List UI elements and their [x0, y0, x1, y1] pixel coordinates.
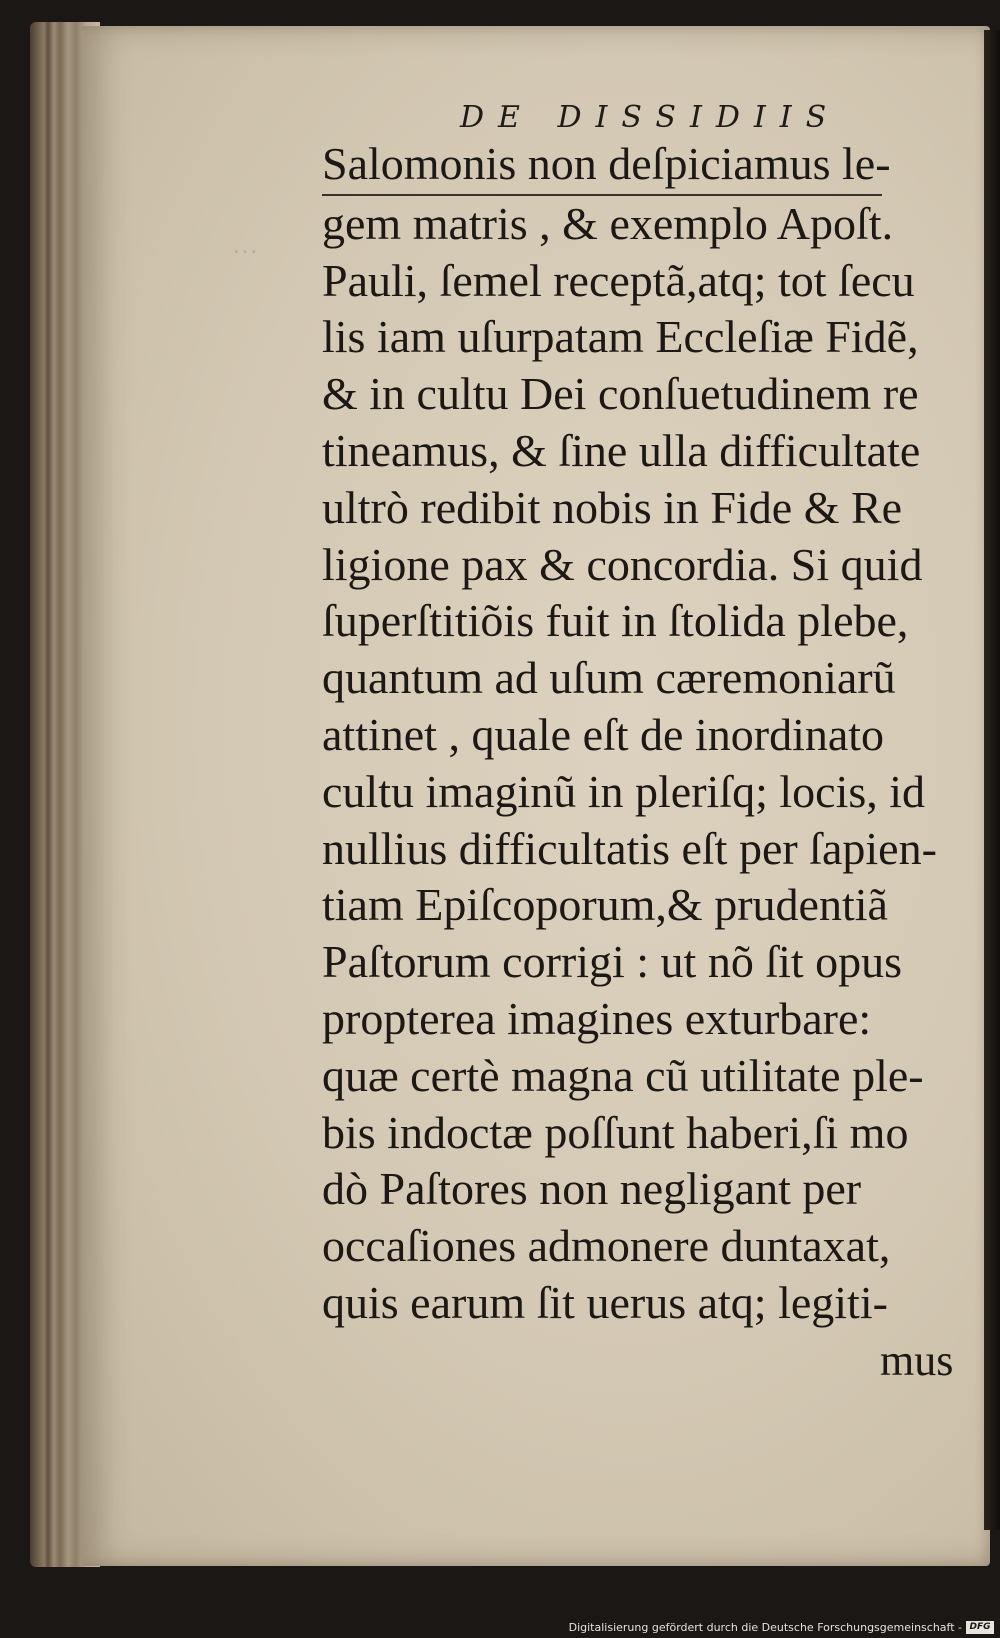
bleed-through-mark: …	[232, 230, 258, 259]
text-line: occaſiones admonere duntaxat,	[322, 1220, 891, 1272]
digitization-credit: Digitalisierung gefördert durch die Deutsche Forschungsgemeinschaft -	[568, 1621, 962, 1634]
text-line: ultrò redibit nobis in Fide & Re	[322, 481, 903, 533]
text-line: nullius difficultatis eſt per ſapien-	[322, 822, 937, 874]
text-line: cultu imaginũ in pleriſq; locis, id	[322, 765, 926, 817]
text-line: propterea imagines exturbare:	[322, 992, 872, 1044]
text-line: tiam Epiſcoporum,& prudentiã	[322, 879, 888, 931]
text-line: ſuperſtitiõis fuit in ſtolida plebe,	[322, 595, 909, 647]
text-line: tineamus, & ſine ulla difficultate	[322, 424, 921, 476]
text-line: bis indoctæ poſſunt haberi,ſi mo	[322, 1106, 909, 1158]
text-line: & in cultu Dei conſuetudinem re	[322, 368, 919, 420]
text-line: dò Paſtores non negligant per	[322, 1163, 862, 1215]
text-line: quantum ad uſum cæremoniarũ	[322, 652, 896, 704]
text-line: gem matris , & exemplo Apoſt.	[322, 197, 894, 249]
catchword: mus	[880, 1336, 954, 1385]
running-head: DE DISSIDIIS	[460, 100, 841, 135]
text-line: quis earum ſit uerus atq; legiti-	[322, 1276, 888, 1328]
text-line: Paſtorum corrigi : ut nõ ſit opus	[322, 936, 903, 988]
text-line: lis iam uſurpatam Eccleſiæ Fidẽ,	[322, 311, 919, 363]
text-line: quæ certè magna cũ utilitate ple-	[322, 1049, 924, 1101]
text-line: Salomonis non deſpiciamus le-	[322, 136, 882, 196]
text-line: ligione pax & concordia. Si quid	[322, 538, 923, 590]
text-line: attinet , quale eſt de inordinato	[322, 708, 885, 760]
dfg-logo: DFG	[966, 1621, 994, 1634]
body-text	[322, 136, 987, 1332]
text-line: Pauli, ſemel receptã,atq; tot ſecu	[322, 254, 915, 306]
